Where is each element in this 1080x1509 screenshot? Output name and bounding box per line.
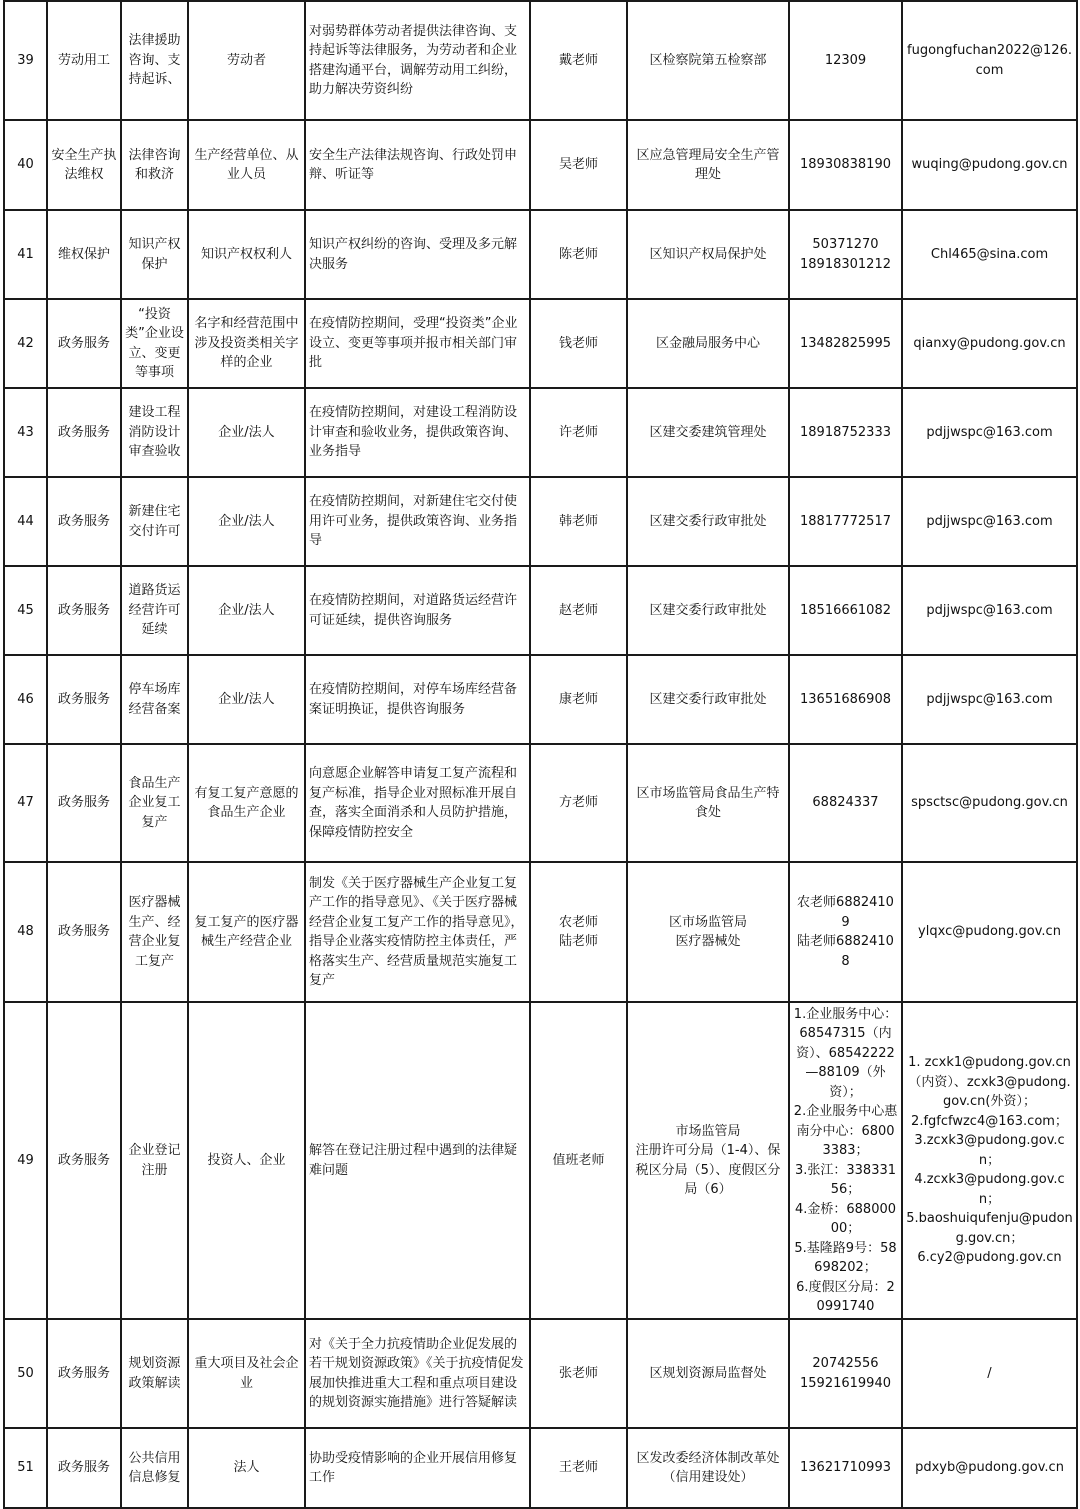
cell-contact: 戴老师 [530, 1, 627, 120]
cell-category: 政务服务 [47, 299, 121, 388]
cell-category: 政务服务 [47, 477, 121, 566]
cell-department: 区市场监管局 医疗器械处 [627, 862, 789, 1002]
cell-target: 有复工复产意愿的食品生产企业 [188, 744, 305, 862]
cell-email: pdjjwspc@163.com [902, 477, 1077, 566]
cell-number: 46 [4, 655, 47, 744]
table-row [4, 210, 1077, 299]
cell-number: 39 [4, 1, 47, 120]
table-row [4, 1002, 1077, 1319]
cell-content: 安全生产法律法规咨询、行政处罚申辩、听证等 [305, 120, 530, 210]
cell-phone: 18516661082 [789, 566, 902, 655]
cell-number: 41 [4, 210, 47, 299]
cell-service: 法律咨询和救济 [121, 120, 188, 210]
cell-service: 新建住宅交付许可 [121, 477, 188, 566]
cell-department: 区应急管理局安全生产管理处 [627, 120, 789, 210]
cell-target: 企业/法人 [188, 655, 305, 744]
cell-phone: 50371270 18918301212 [789, 210, 902, 299]
cell-target: 投资人、企业 [188, 1002, 305, 1319]
table-body [4, 1, 1077, 1508]
cell-department: 区建交委行政审批处 [627, 566, 789, 655]
cell-phone: 1.企业服务中心：68547315（内资）、68542222—88109（外资）； 2.企业服务中心惠南分中心：68003383； 3.张江：33833156； 4.金桥：68800000； 5.基隆路9号：58698202； 6.度假区分局：20991740 [789, 1002, 902, 1319]
cell-contact: 张老师 [530, 1319, 627, 1428]
cell-number: 50 [4, 1319, 47, 1428]
cell-contact: 王老师 [530, 1428, 627, 1508]
cell-number: 40 [4, 120, 47, 210]
cell-number: 42 [4, 299, 47, 388]
cell-content: 向意愿企业解答申请复工复产流程和复产标准，指导企业对照标准开展自查，落实全面消杀和人员防护措施，保障疫情防控安全 [305, 744, 530, 862]
cell-number: 43 [4, 388, 47, 477]
table-row [4, 1, 1077, 120]
table-row [4, 388, 1077, 477]
cell-number: 51 [4, 1428, 47, 1508]
cell-email: pdjjwspc@163.com [902, 655, 1077, 744]
cell-content: 对《关于全力抗疫情助企业促发展的若干规划资源政策》《关于抗疫情促发展加快推进重大工程和重点项目建设的规划资源实施措施》进行答疑解读 [305, 1319, 530, 1428]
cell-number: 48 [4, 862, 47, 1002]
cell-contact: 钱老师 [530, 299, 627, 388]
cell-number: 44 [4, 477, 47, 566]
cell-contact: 韩老师 [530, 477, 627, 566]
cell-target: 劳动者 [188, 1, 305, 120]
cell-phone: 13482825995 [789, 299, 902, 388]
cell-target: 重大项目及社会企业 [188, 1319, 305, 1428]
cell-service: 法律援助咨询、支持起诉、 [121, 1, 188, 120]
cell-phone: 18918752333 [789, 388, 902, 477]
cell-category: 政务服务 [47, 1002, 121, 1319]
cell-content: 在疫情防控期间，对新建住宅交付使用许可业务，提供政策咨询、业务指导 [305, 477, 530, 566]
cell-department: 区建交委行政审批处 [627, 655, 789, 744]
table-row [4, 299, 1077, 388]
cell-department: 区发改委经济体制改革处（信用建设处） [627, 1428, 789, 1508]
cell-department: 区检察院第五检察部 [627, 1, 789, 120]
cell-contact: 方老师 [530, 744, 627, 862]
cell-service: “投资类”企业设立、变更等事项 [121, 299, 188, 388]
cell-service: 建设工程消防设计审查验收 [121, 388, 188, 477]
cell-department: 区市场监管局食品生产特食处 [627, 744, 789, 862]
cell-service: 停车场库经营备案 [121, 655, 188, 744]
cell-email: qianxy@pudong.gov.cn [902, 299, 1077, 388]
cell-service: 企业登记注册 [121, 1002, 188, 1319]
cell-category: 政务服务 [47, 1428, 121, 1508]
cell-number: 47 [4, 744, 47, 862]
cell-email: ylqxc@pudong.gov.cn [902, 862, 1077, 1002]
table-row [4, 477, 1077, 566]
cell-category: 安全生产执法维权 [47, 120, 121, 210]
table-row [4, 566, 1077, 655]
table-row [4, 120, 1077, 210]
cell-target: 知识产权权利人 [188, 210, 305, 299]
cell-content: 对弱势群体劳动者提供法律咨询、支持起诉等法律服务，为劳动者和企业搭建沟通平台，调解劳动用工纠纷，助力解决劳资纠纷 [305, 1, 530, 120]
cell-target: 企业/法人 [188, 566, 305, 655]
cell-service: 道路货运经营许可延续 [121, 566, 188, 655]
cell-service: 知识产权保护 [121, 210, 188, 299]
service-table [3, 0, 1078, 1509]
table-row [4, 862, 1077, 1002]
cell-email: fugongfuchan2022@126.com [902, 1, 1077, 120]
cell-category: 维权保护 [47, 210, 121, 299]
cell-target: 生产经营单位、从业人员 [188, 120, 305, 210]
cell-department: 区建交委建筑管理处 [627, 388, 789, 477]
cell-service: 公共信用信息修复 [121, 1428, 188, 1508]
cell-category: 劳动用工 [47, 1, 121, 120]
cell-target: 企业/法人 [188, 477, 305, 566]
cell-phone: 13651686908 [789, 655, 902, 744]
cell-department: 区建交委行政审批处 [627, 477, 789, 566]
cell-contact: 陈老师 [530, 210, 627, 299]
cell-target: 名字和经营范围中涉及投资类相关字样的企业 [188, 299, 305, 388]
cell-service: 规划资源政策解读 [121, 1319, 188, 1428]
cell-contact: 赵老师 [530, 566, 627, 655]
cell-department: 区金融局服务中心 [627, 299, 789, 388]
cell-email: / [902, 1319, 1077, 1428]
cell-phone: 12309 [789, 1, 902, 120]
table-row [4, 655, 1077, 744]
cell-category: 政务服务 [47, 566, 121, 655]
table-row [4, 1319, 1077, 1428]
cell-category: 政务服务 [47, 744, 121, 862]
cell-target: 法人 [188, 1428, 305, 1508]
cell-email: Chl465@sina.com [902, 210, 1077, 299]
cell-phone: 18930838190 [789, 120, 902, 210]
cell-email: pdxyb@pudong.gov.cn [902, 1428, 1077, 1508]
cell-target: 复工复产的医疗器械生产经营企业 [188, 862, 305, 1002]
cell-department: 区知识产权局保护处 [627, 210, 789, 299]
cell-content: 在疫情防控期间，对停车场库经营备案证明换证，提供咨询服务 [305, 655, 530, 744]
cell-email: pdjjwspc@163.com [902, 388, 1077, 477]
cell-phone: 13621710993 [789, 1428, 902, 1508]
cell-email: 1. zcxk1@pudong.gov.cn（内资）、zcxk3@pudong.gov.cn(外资）； 2.fgfcfwzc4@163.com； 3.zcxk3@pudong.gov.cn； 4.zcxk3@pudong.gov.cn； 5.baoshuiqufenju@pudong.gov.cn； 6.cy2@pudong.gov.cn [902, 1002, 1077, 1319]
cell-number: 45 [4, 566, 47, 655]
cell-content: 协助受疫情影响的企业开展信用修复工作 [305, 1428, 530, 1508]
cell-email: spsctsc@pudong.gov.cn [902, 744, 1077, 862]
cell-category: 政务服务 [47, 862, 121, 1002]
cell-content: 制发《关于医疗器械生产企业复工复产工作的指导意见》、《关于医疗器械经营企业复工复产工作的指导意见》，指导企业落实疫情防控主体责任，严格落实生产、经营质量规范实施复工复产 [305, 862, 530, 1002]
table-row [4, 1428, 1077, 1508]
cell-phone: 68824337 [789, 744, 902, 862]
cell-category: 政务服务 [47, 1319, 121, 1428]
cell-contact: 许老师 [530, 388, 627, 477]
cell-contact: 吴老师 [530, 120, 627, 210]
cell-phone: 18817772517 [789, 477, 902, 566]
cell-email: pdjjwspc@163.com [902, 566, 1077, 655]
cell-category: 政务服务 [47, 655, 121, 744]
cell-service: 食品生产企业复工复产 [121, 744, 188, 862]
cell-category: 政务服务 [47, 388, 121, 477]
cell-department: 区规划资源局监督处 [627, 1319, 789, 1428]
cell-content: 解答在登记注册过程中遇到的法律疑难问题 [305, 1002, 530, 1319]
cell-content: 在疫情防控期间，受理“投资类”企业设立、变更等事项并报市相关部门审批 [305, 299, 530, 388]
cell-phone: 农老师68824109 陆老师68824108 [789, 862, 902, 1002]
cell-number: 49 [4, 1002, 47, 1319]
cell-contact: 康老师 [530, 655, 627, 744]
cell-phone: 20742556 15921619940 [789, 1319, 902, 1428]
cell-content: 在疫情防控期间，对道路货运经营许可证延续，提供咨询服务 [305, 566, 530, 655]
cell-service: 医疗器械生产、经营企业复工复产 [121, 862, 188, 1002]
cell-content: 在疫情防控期间，对建设工程消防设计审查和验收业务，提供政策咨询、业务指导 [305, 388, 530, 477]
table-row [4, 744, 1077, 862]
cell-email: wuqing@pudong.gov.cn [902, 120, 1077, 210]
cell-department: 市场监管局 注册许可分局（1-4）、保税区分局（5）、度假区分局（6） [627, 1002, 789, 1319]
cell-contact: 农老师 陆老师 [530, 862, 627, 1002]
cell-content: 知识产权纠纷的咨询、受理及多元解决服务 [305, 210, 530, 299]
cell-target: 企业/法人 [188, 388, 305, 477]
cell-contact: 值班老师 [530, 1002, 627, 1319]
